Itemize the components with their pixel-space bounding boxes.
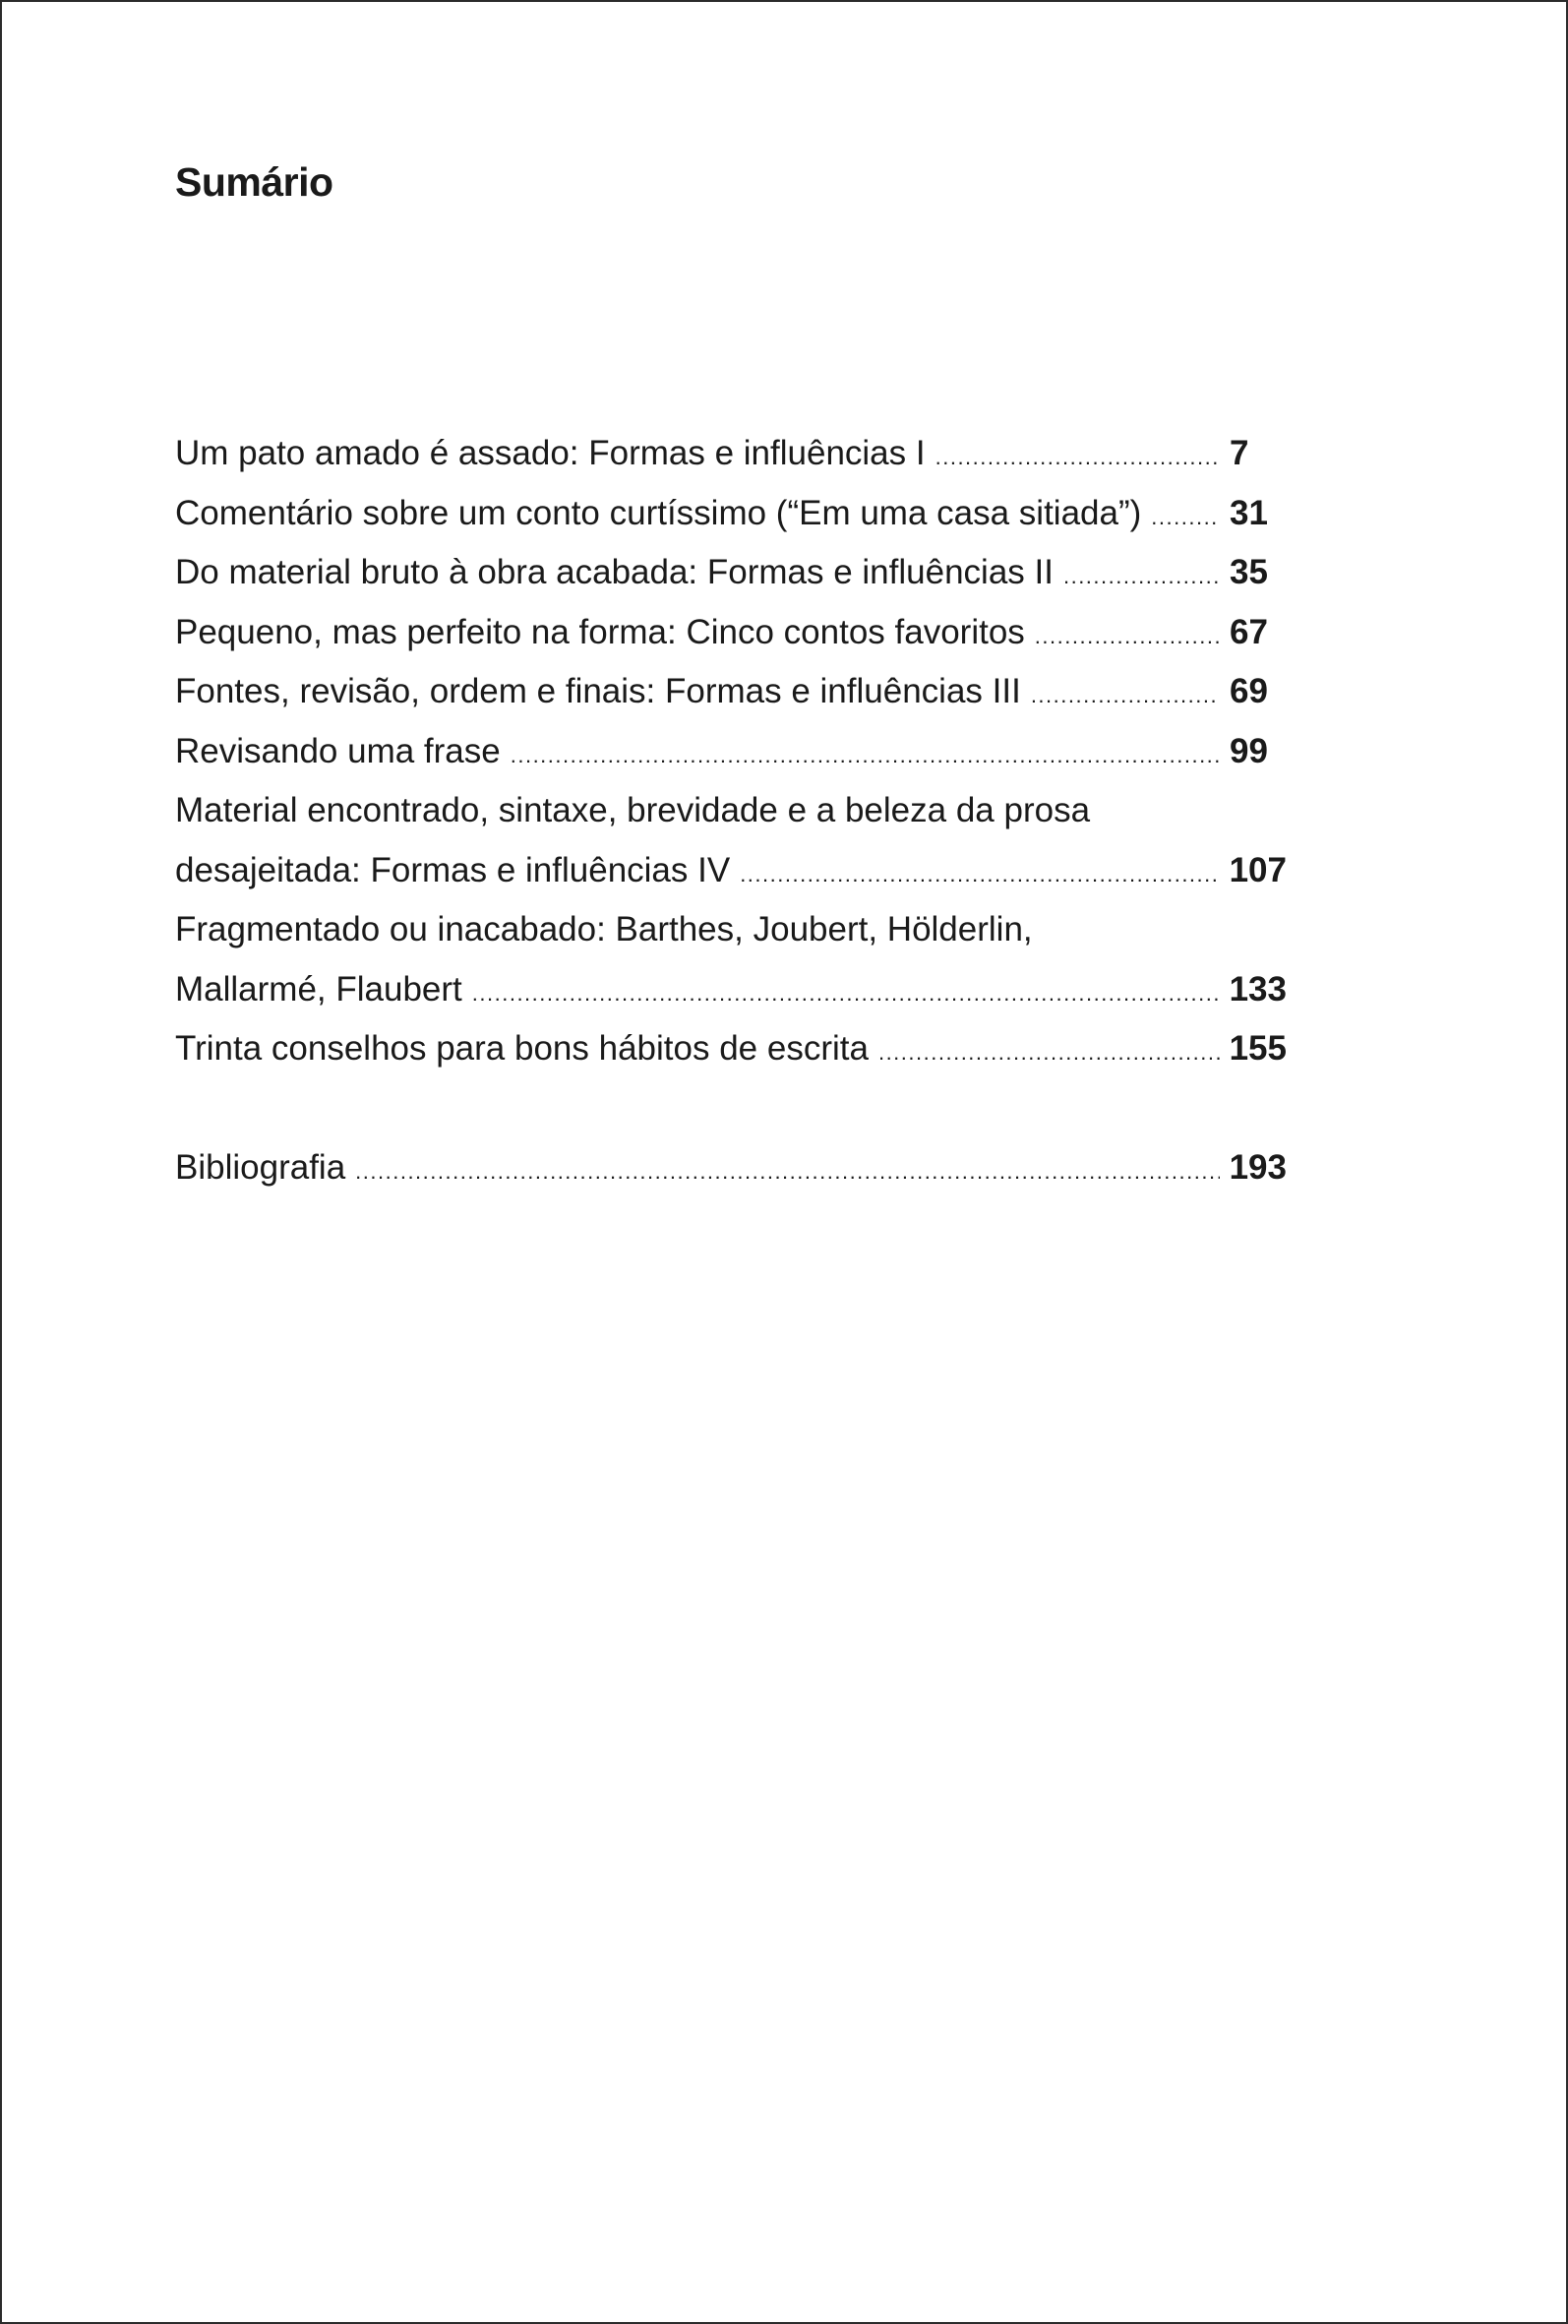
dot-leader xyxy=(1151,488,1220,548)
toc-entry-title-line2: desajeitada: Formas e influências IV xyxy=(175,850,731,889)
toc-entry-page: 35 xyxy=(1230,553,1268,591)
toc-entry-page: 7 xyxy=(1230,434,1249,472)
toc-entry-title: Trinta conselhos para bons hábitos de escrita xyxy=(175,1029,869,1068)
spacer xyxy=(175,1079,1287,1138)
dot-leader xyxy=(472,964,1220,1024)
toc-entry-page: 107 xyxy=(1229,850,1287,889)
dot-leader xyxy=(1035,607,1220,667)
dot-leader xyxy=(1063,547,1220,607)
toc-entry-title-line1: Fragmentado ou inacabado: Barthes, Joubert, Hölderlin, xyxy=(175,910,1033,948)
toc-entry-title: Fontes, revisão, ordem e finais: Formas e influências III xyxy=(175,672,1021,710)
toc-entry-title: Comentário sobre um conto curtíssimo (“Em uma casa sitiada”) xyxy=(175,493,1142,532)
toc-entry xyxy=(175,841,1287,901)
toc-entry xyxy=(175,424,1287,484)
toc-entry xyxy=(175,603,1287,663)
toc-entry-line xyxy=(175,900,1287,960)
toc-entry-page: 193 xyxy=(1229,1147,1287,1187)
dot-leader xyxy=(511,726,1220,786)
toc-entry-title: Bibliografia xyxy=(175,1147,346,1187)
toc-entry-page: 31 xyxy=(1230,493,1268,532)
toc-entry-page: 67 xyxy=(1230,612,1268,651)
toc-entry xyxy=(175,543,1287,603)
toc-entry-page: 133 xyxy=(1229,969,1287,1009)
toc-entry xyxy=(175,662,1287,722)
table-of-contents xyxy=(175,424,1287,1197)
toc-entry-page: 69 xyxy=(1230,672,1268,710)
toc-entry-line xyxy=(175,781,1287,841)
toc-entry xyxy=(175,960,1287,1020)
toc-entry-title: Revisando uma frase xyxy=(175,731,501,770)
toc-entry-page: 99 xyxy=(1230,731,1268,770)
dot-leader xyxy=(878,1023,1220,1083)
toc-entry-title-line2: Mallarmé, Flaubert xyxy=(175,969,462,1009)
toc-entry-title-line1: Material encontrado, sintaxe, brevidade e a beleza da prosa xyxy=(175,791,1091,829)
dot-leader xyxy=(1031,666,1220,726)
dot-leader xyxy=(935,428,1220,488)
toc-entry xyxy=(175,484,1287,544)
toc-entry-title: Pequeno, mas perfeito na forma: Cinco contos favoritos xyxy=(175,612,1025,651)
dot-leader xyxy=(740,845,1219,905)
page-title: Sumário xyxy=(175,159,333,205)
toc-entry-title: Do material bruto à obra acabada: Formas e influências II xyxy=(175,553,1054,591)
toc-entry-title: Um pato amado é assado: Formas e influências I xyxy=(175,434,926,472)
toc-entry-page: 155 xyxy=(1229,1029,1287,1068)
dot-leader xyxy=(355,1142,1219,1202)
toc-entry-bibliography xyxy=(175,1138,1287,1198)
toc-entry xyxy=(175,1019,1287,1079)
toc-entry xyxy=(175,722,1287,782)
